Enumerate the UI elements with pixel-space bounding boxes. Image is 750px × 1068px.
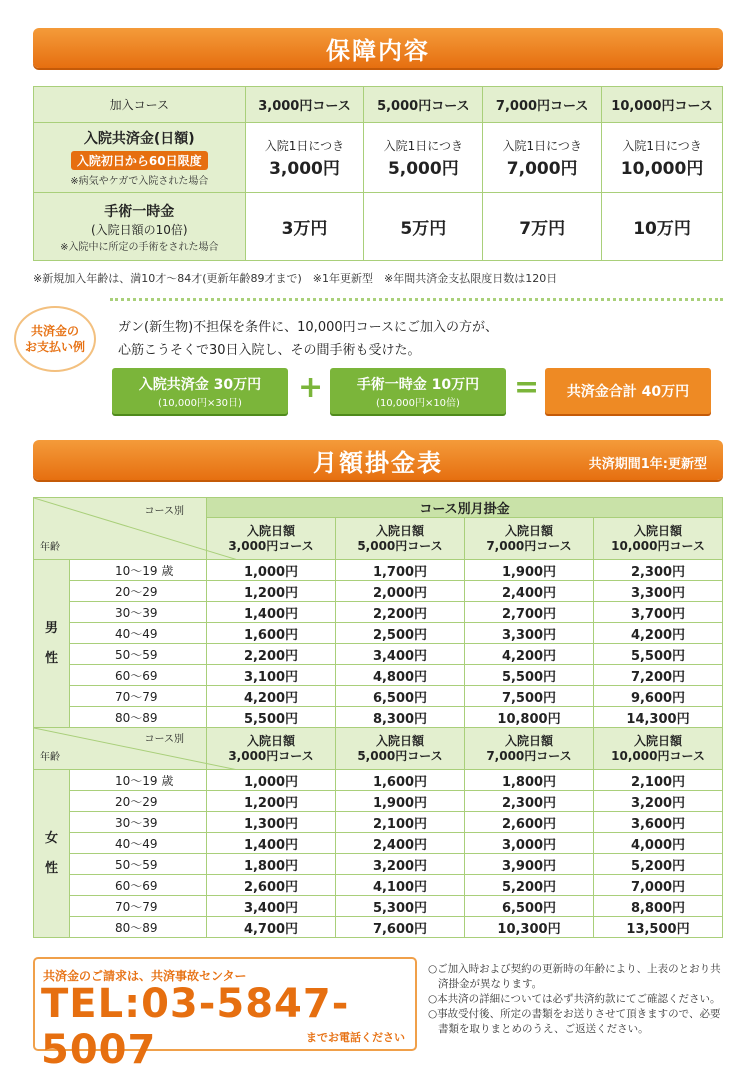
premium-cell: 1,900円 <box>336 791 465 812</box>
female-label: 女 性 <box>34 770 70 938</box>
table-row <box>34 917 723 938</box>
example-surgery-box: 手術一時金 10万円 (10,000円×10倍) <box>330 368 506 414</box>
premium-cell: 8,300円 <box>336 707 465 728</box>
table-row <box>34 686 723 707</box>
premium-cell: 6,500円 <box>336 686 465 707</box>
premium-cell: 5,300円 <box>336 896 465 917</box>
age-cell: 10〜19 歳 <box>70 560 207 581</box>
surgery-benefit-note: ※入院中に所定の手術をされた場合 <box>60 241 219 253</box>
premium-cell: 3,900円 <box>465 854 594 875</box>
course-col-header: 入院日額 5,000円コース <box>336 728 465 770</box>
surgery-cell: 10万円 <box>602 193 723 261</box>
coverage-banner <box>33 28 723 68</box>
note-item: ○事故受付後、所定の書類をお送りさせて頂きますので、必要書類を取りまとめのうえ、ご返送ください。 <box>428 1008 721 1035</box>
group-header: コース別月掛金 <box>207 498 723 518</box>
age-cell: 40〜49 <box>70 833 207 854</box>
age-cell: 50〜59 <box>70 854 207 875</box>
table-row <box>34 602 723 623</box>
premium-cell: 2,600円 <box>465 812 594 833</box>
premium-cell: 3,400円 <box>336 644 465 665</box>
course-7000: 7,000円コース <box>495 99 589 114</box>
premium-cell: 2,100円 <box>336 812 465 833</box>
premium-cell: 10,800円 <box>465 707 594 728</box>
coverage-title: 保障内容 <box>326 36 430 65</box>
premium-cell: 7,600円 <box>336 917 465 938</box>
premium-cell: 1,200円 <box>207 581 336 602</box>
premium-cell: 4,700円 <box>207 917 336 938</box>
course-header-label: 加入コース <box>34 87 246 123</box>
age-cell: 60〜69 <box>70 875 207 896</box>
premium-banner <box>33 440 723 480</box>
premium-cell: 14,300円 <box>594 707 723 728</box>
course-col-header: 入院日額 7,000円コース <box>465 728 594 770</box>
contact-label: 共済金のご請求は、共済事故センター <box>43 969 247 983</box>
age-cell: 30〜39 <box>70 812 207 833</box>
premium-cell: 3,600円 <box>594 812 723 833</box>
hospital-cell: 入院1日につき 3,000円 <box>245 123 364 193</box>
course-5000: 5,000円コース <box>377 99 470 114</box>
premium-cell: 2,200円 <box>207 644 336 665</box>
premium-cell: 5,200円 <box>594 854 723 875</box>
course-col-header: 入院日額 7,000円コース <box>465 518 594 560</box>
hospital-cell: 入院1日につき 10,000円 <box>602 123 723 193</box>
coverage-footnote: ※新規加入年齢は、満10才〜84才(更新年齢89才まで) ※1年更新型 ※年間共済金支払限度日数は120日 <box>33 272 558 285</box>
premium-subtitle: 共済期間1年:更新型 <box>588 457 707 472</box>
example-text-1: ガン(新生物)不担保を条件に、10,000円コースにご加入の方が、 <box>118 320 498 335</box>
age-cell: 80〜89 <box>70 707 207 728</box>
premium-cell: 3,300円 <box>594 581 723 602</box>
premium-cell: 2,400円 <box>336 833 465 854</box>
table-row <box>34 875 723 896</box>
course-col-header: 入院日額 5,000円コース <box>336 518 465 560</box>
table-row <box>34 812 723 833</box>
table-row <box>34 623 723 644</box>
note-item: ○本共済の詳細については必ず共済約款にてご確認ください。 <box>428 993 721 1005</box>
surgery-benefit-label <box>34 193 246 261</box>
payment-example-badge: 共済金の お支払い例 <box>14 306 96 372</box>
surgery-cell: 5万円 <box>364 193 483 261</box>
example-total-box: 共済金合計 40万円 <box>545 368 711 414</box>
table-row <box>34 854 723 875</box>
age-cell: 30〜39 <box>70 602 207 623</box>
claim-contact-box <box>33 957 417 1068</box>
premium-cell: 1,800円 <box>207 854 336 875</box>
table-row <box>34 896 723 917</box>
plus-sign: + <box>298 370 324 405</box>
age-cell: 10〜19 歳 <box>70 770 207 791</box>
hospital-benefit-note: ※病気やケガで入院された場合 <box>70 176 209 187</box>
premium-title: 月額掛金表 <box>313 448 443 477</box>
premium-cell: 2,000円 <box>336 581 465 602</box>
table-row <box>34 665 723 686</box>
premium-cell: 2,100円 <box>594 770 723 791</box>
premium-cell: 4,200円 <box>594 623 723 644</box>
premium-cell: 3,200円 <box>594 791 723 812</box>
male-label: 男 性 <box>34 560 70 728</box>
table-corner: コース別 年齢 <box>34 498 207 560</box>
premium-cell: 1,400円 <box>207 602 336 623</box>
premium-cell: 2,300円 <box>594 560 723 581</box>
premium-cell: 5,500円 <box>594 644 723 665</box>
premium-cell: 3,100円 <box>207 665 336 686</box>
premium-cell: 1,800円 <box>465 770 594 791</box>
dotted-divider <box>110 298 723 301</box>
age-cell: 80〜89 <box>70 917 207 938</box>
course-col-header: 入院日額 10,000円コース <box>594 728 723 770</box>
surgery-cell: 3万円 <box>245 193 364 261</box>
course-3000: 3,000円コース <box>258 99 351 114</box>
hospital-cell: 入院1日につき 5,000円 <box>364 123 483 193</box>
premium-cell: 3,700円 <box>594 602 723 623</box>
course-col-header: 入院日額 3,000円コース <box>207 518 336 560</box>
premium-cell: 2,600円 <box>207 875 336 896</box>
premium-cell: 4,800円 <box>336 665 465 686</box>
note-item: ○ご加入時および契約の更新時の年齢により、上表のとおり共済掛金が異なります。 <box>428 963 721 990</box>
premium-cell: 6,500円 <box>465 896 594 917</box>
premium-cell: 4,100円 <box>336 875 465 896</box>
premium-cell: 5,200円 <box>465 875 594 896</box>
age-cell: 20〜29 <box>70 581 207 602</box>
age-cell: 40〜49 <box>70 623 207 644</box>
premium-cell: 4,000円 <box>594 833 723 854</box>
surgery-benefit-subtitle: (入院日額の10倍) <box>90 222 188 237</box>
notes-list <box>428 962 728 1037</box>
contact-phone[interactable]: TEL:03-5847-5007 <box>41 981 350 1068</box>
premium-cell: 2,400円 <box>465 581 594 602</box>
surgery-cell: 7万円 <box>483 193 602 261</box>
age-cell: 20〜29 <box>70 791 207 812</box>
premium-cell: 1,700円 <box>336 560 465 581</box>
course-10000: 10,000円コース <box>611 99 713 114</box>
age-cell: 60〜69 <box>70 665 207 686</box>
table-row <box>34 833 723 854</box>
premium-cell: 7,500円 <box>465 686 594 707</box>
premium-cell: 5,500円 <box>465 665 594 686</box>
premium-cell: 13,500円 <box>594 917 723 938</box>
premium-cell: 7,000円 <box>594 875 723 896</box>
premium-cell: 2,200円 <box>336 602 465 623</box>
table-row <box>34 791 723 812</box>
hospital-cell: 入院1日につき 7,000円 <box>483 123 602 193</box>
age-cell: 70〜79 <box>70 686 207 707</box>
table-corner-female: コース別 年齢 <box>34 728 207 770</box>
table-row <box>34 644 723 665</box>
premium-cell: 3,000円 <box>465 833 594 854</box>
premium-cell: 2,300円 <box>465 791 594 812</box>
premium-cell: 4,200円 <box>207 686 336 707</box>
premium-cell: 1,900円 <box>465 560 594 581</box>
premium-table <box>33 497 723 938</box>
premium-cell: 4,200円 <box>465 644 594 665</box>
premium-cell: 10,300円 <box>465 917 594 938</box>
course-col-header: 入院日額 10,000円コース <box>594 518 723 560</box>
premium-cell: 3,300円 <box>465 623 594 644</box>
premium-cell: 3,400円 <box>207 896 336 917</box>
premium-cell: 1,000円 <box>207 560 336 581</box>
age-cell: 50〜59 <box>70 644 207 665</box>
premium-cell: 9,600円 <box>594 686 723 707</box>
table-row <box>34 770 723 791</box>
premium-cell: 5,500円 <box>207 707 336 728</box>
course-col-header: 入院日額 3,000円コース <box>207 728 336 770</box>
premium-cell: 1,600円 <box>207 623 336 644</box>
contact-call-note: までお電話ください <box>306 1031 405 1044</box>
table-row <box>34 707 723 728</box>
premium-cell: 2,500円 <box>336 623 465 644</box>
hospital-benefit-label <box>34 123 246 193</box>
premium-cell: 1,400円 <box>207 833 336 854</box>
hospital-benefit-title: 入院共済金(日額) <box>83 131 195 147</box>
premium-cell: 3,200円 <box>336 854 465 875</box>
coverage-table <box>33 86 723 261</box>
premium-cell: 7,200円 <box>594 665 723 686</box>
surgery-benefit-title: 手術一時金 <box>104 203 175 220</box>
table-row <box>34 581 723 602</box>
premium-cell: 2,700円 <box>465 602 594 623</box>
equals-sign: = <box>514 370 540 405</box>
example-hospital-box: 入院共済金 30万円 (10,000円×30日) <box>112 368 288 414</box>
premium-cell: 8,800円 <box>594 896 723 917</box>
premium-cell: 1,200円 <box>207 791 336 812</box>
premium-cell: 1,000円 <box>207 770 336 791</box>
example-text-2: 心筋こうそくで30日入院し、その間手術も受けた。 <box>118 343 421 358</box>
premium-cell: 1,600円 <box>336 770 465 791</box>
age-cell: 70〜79 <box>70 896 207 917</box>
hospital-limit-pill: 入院初日から60日限度 <box>71 151 208 170</box>
premium-cell: 1,300円 <box>207 812 336 833</box>
table-row <box>34 560 723 581</box>
